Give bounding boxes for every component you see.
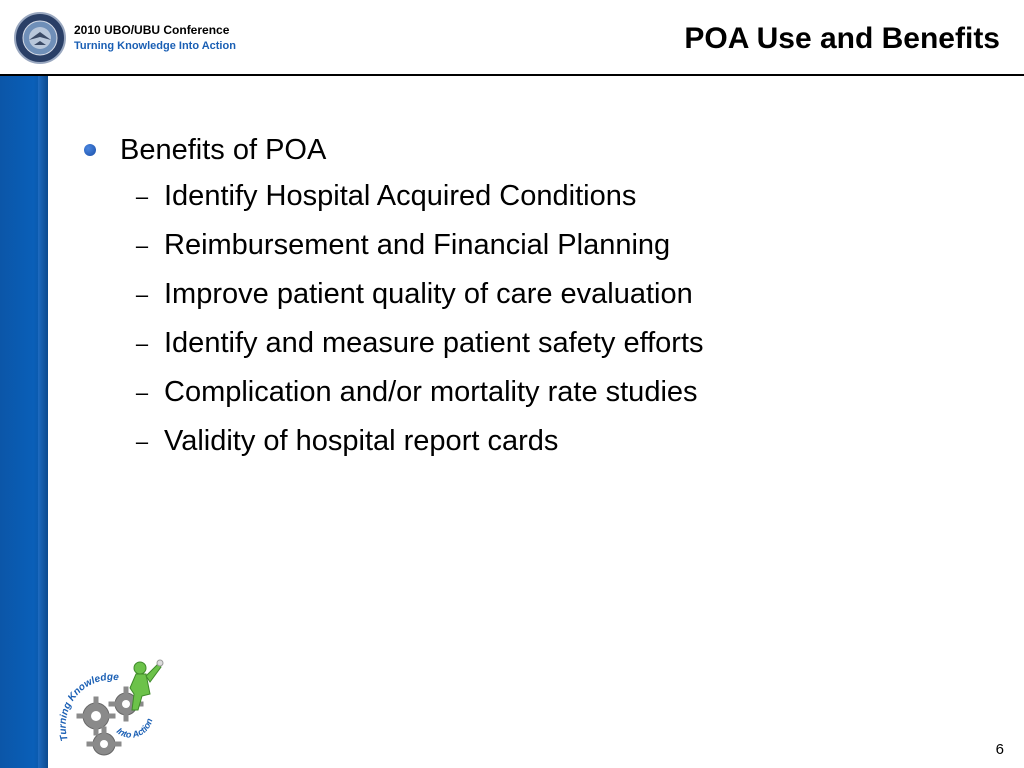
conference-tagline: Turning Knowledge Into Action: [74, 40, 236, 52]
sub-bullet-text: Reimbursement and Financial Planning: [164, 229, 671, 261]
dash-icon: –: [135, 281, 149, 307]
sub-bullet-item: [80, 270, 980, 319]
conference-name: 2010 UBO/UBU Conference: [74, 23, 230, 37]
sub-bullet-item: [80, 417, 980, 466]
slide-header: [0, 0, 1024, 76]
sub-bullet-item: [80, 368, 980, 417]
slide-content: [80, 130, 980, 466]
bullet-item: [80, 130, 980, 170]
sub-bullet-item: [80, 319, 980, 368]
turning-knowledge-logo-icon: [54, 654, 170, 762]
dash-icon: –: [135, 428, 149, 454]
dod-seal-icon: [14, 12, 66, 64]
sub-bullet-item: [80, 221, 980, 270]
bullet-dot-icon: [84, 144, 96, 156]
page-number: 6: [995, 741, 1004, 758]
dash-icon: –: [135, 183, 149, 209]
sub-bullet-text: Complication and/or mortality rate studies: [164, 376, 698, 408]
svg-text:Turning Knowledge: Turning Knowledge: [57, 671, 120, 743]
sub-bullet-text: Identify and measure patient safety efforts: [164, 327, 704, 359]
dash-icon: –: [135, 379, 149, 405]
left-accent-bar-edge: [38, 76, 48, 768]
bullet-text: Benefits of POA: [120, 133, 327, 166]
svg-text:Into Action: Into Action: [114, 717, 155, 740]
dash-icon: –: [135, 330, 149, 356]
dash-icon: –: [135, 232, 149, 258]
sub-bullet-text: Improve patient quality of care evaluation: [164, 278, 693, 310]
slide-title: POA Use and Benefits: [684, 22, 1000, 55]
sub-bullet-list: [80, 172, 980, 466]
sub-bullet-text: Validity of hospital report cards: [164, 425, 559, 457]
sub-bullet-item: [80, 172, 980, 221]
sub-bullet-text: Identify Hospital Acquired Conditions: [164, 180, 637, 212]
